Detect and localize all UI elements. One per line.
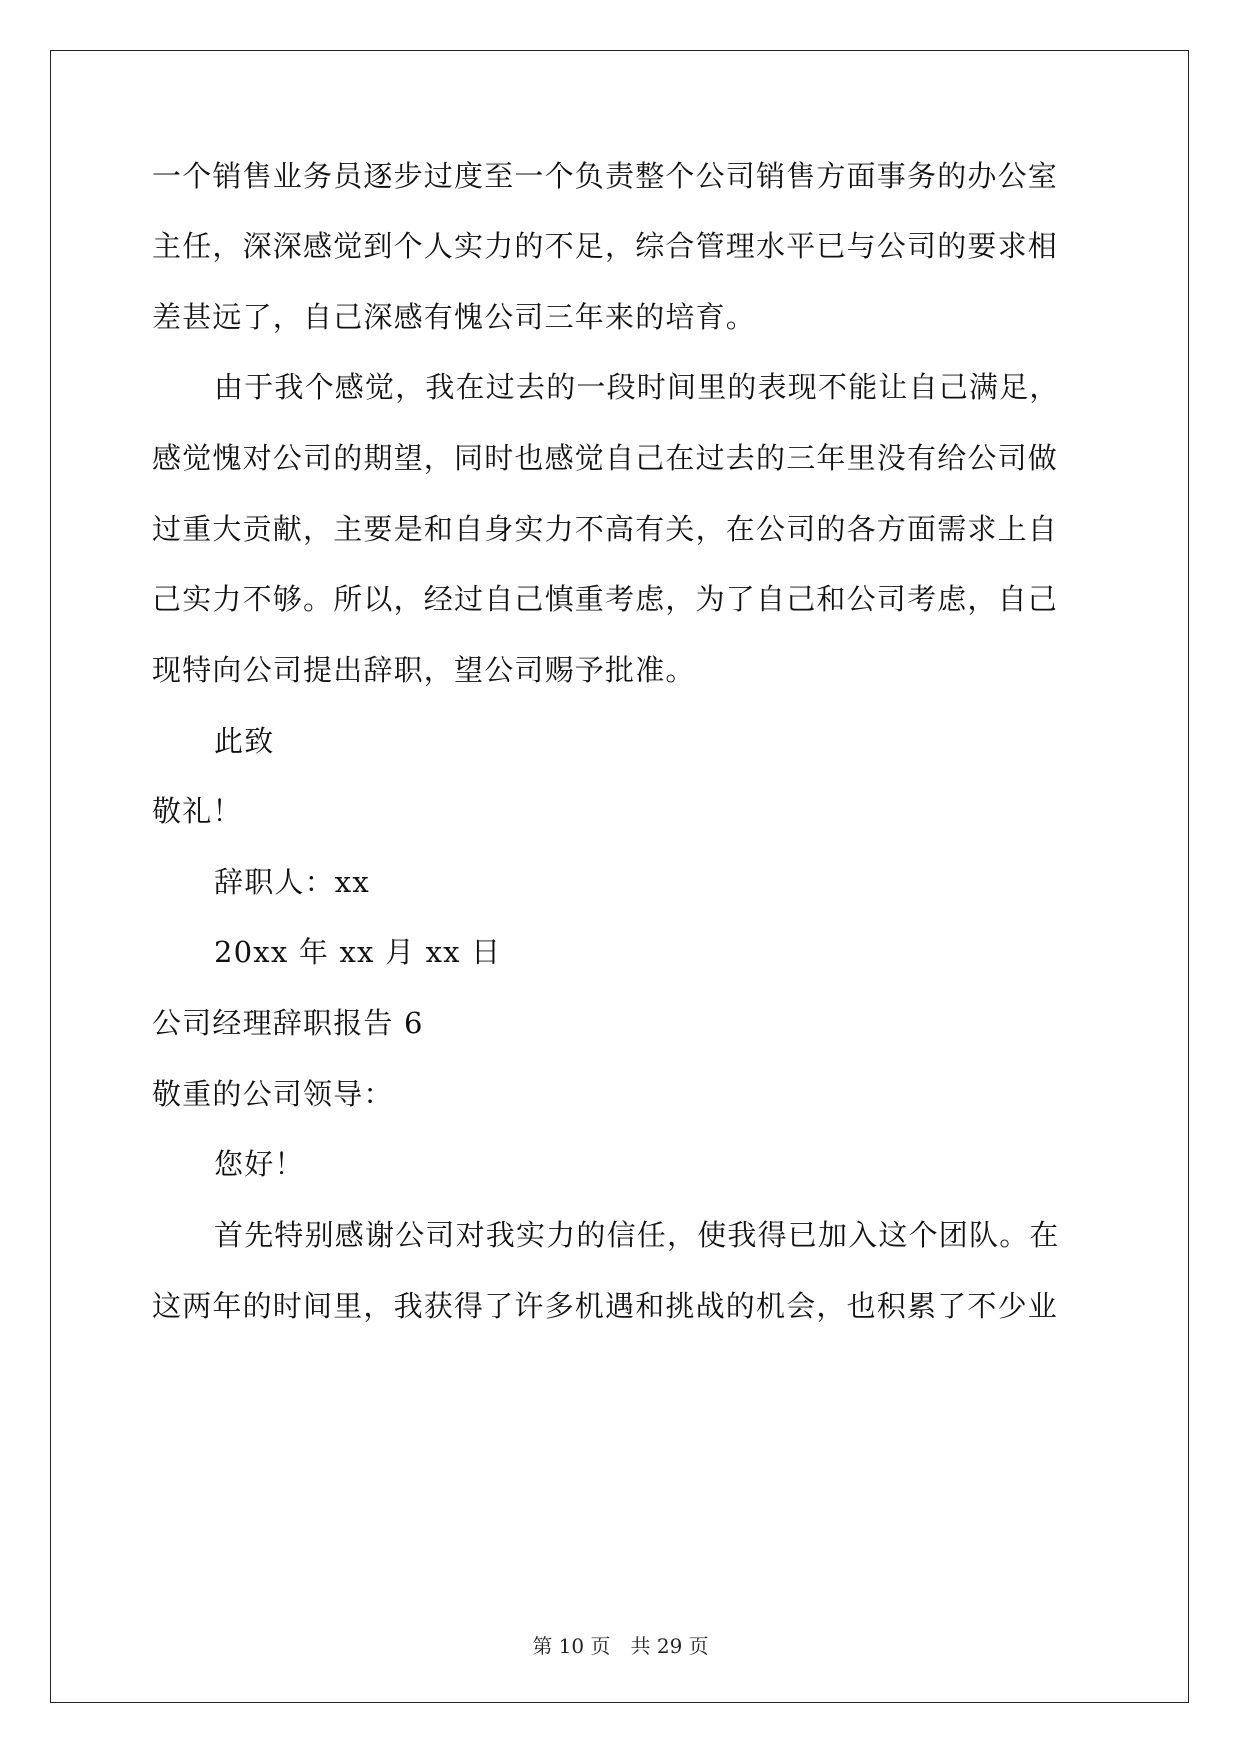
body-line: 这两年的时间里，我获得了许多机遇和挑战的机会，也积累了不少业 [152, 1289, 1059, 1323]
page-number: 第 10 页 [532, 1634, 611, 1658]
letter-addressee: 敬重的公司领导： [152, 1077, 394, 1111]
body-line: 己实力不够。所以，经过自己慎重考虑，为了自己和公司考虑，自己 [152, 582, 1059, 616]
body-line: 主任，深深感觉到个人实力的不足，综合管理水平已与公司的要求相 [152, 229, 1059, 263]
paragraph-start: 首先特别感谢公司对我实力的信任，使我得已加入这个团队。在 [214, 1218, 1060, 1252]
body-line: 感觉愧对公司的期望，同时也感觉自己在过去的三年里没有给公司做 [152, 441, 1059, 475]
body-line: 过重大贡献，主要是和自身实力不高有关，在公司的各方面需求上自 [152, 512, 1059, 546]
section-heading: 公司经理辞职报告 6 [152, 1006, 424, 1040]
page-footer [0, 1634, 1241, 1658]
body-line: 一个销售业务员逐步过度至一个负责整个公司销售方面事务的办公室 [152, 159, 1059, 193]
closing-regards: 敬礼！ [152, 794, 243, 828]
signature-name: 辞职人：xx [214, 865, 370, 899]
paragraph-start: 由于我个感觉，我在过去的一段时间里的表现不能让自己满足， [214, 370, 1060, 404]
greeting: 您好！ [214, 1147, 305, 1181]
signature-date: 20xx 年 xx 月 xx 日 [214, 935, 502, 969]
body-line: 现特向公司提出辞职，望公司赐予批准。 [152, 653, 696, 687]
page-total: 共 29 页 [630, 1634, 709, 1658]
closing-salutation: 此致 [214, 724, 275, 758]
body-line: 差甚远了，自己深感有愧公司三年来的培育。 [152, 300, 757, 334]
